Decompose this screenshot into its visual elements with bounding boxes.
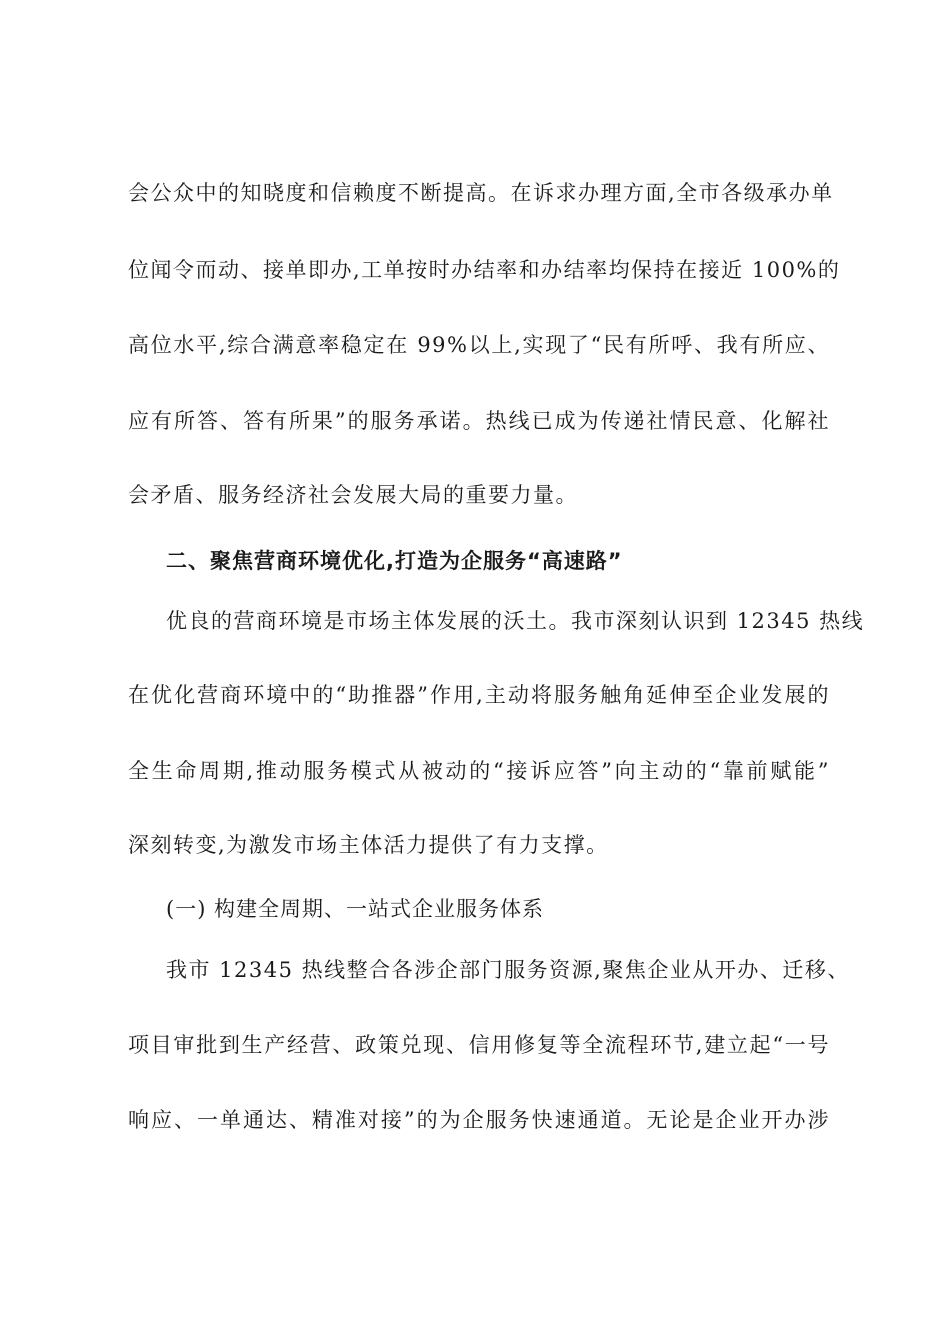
section-heading-2: 二、聚焦营商环境优化,打造为企服务“高速路” [166,549,623,573]
paragraph-3-line-3: 响应、一单通达、精准对接”的为企服务快速通道。无论是企业开办涉 [128,1108,830,1132]
paragraph-2-line-3: 全生命周期,推动服务模式从被动的“接诉应答”向主动的“靠前赋能” [128,759,830,783]
paragraph-1-line-5: 会矛盾、服务经济社会发展大局的重要力量。 [128,483,578,507]
paragraph-3-line-2: 项目审批到生产经营、政策兑现、信用修复等全流程环节,建立起“一号 [128,1033,830,1057]
paragraph-1-line-2: 位闻令而动、接单即办,工单按时办结率和办结率均保持在接近 100%的 [128,258,841,282]
subsection-heading-1: (一) 构建全周期、一站式企业服务体系 [166,897,545,921]
paragraph-1-line-1: 会公众中的知晓度和信赖度不断提高。在诉求办理方面,全市各级承办单 [128,181,834,205]
paragraph-2-line-1: 优良的营商环境是市场主体发展的沃土。我市深刻认识到 12345 热线 [166,609,865,633]
paragraph-1-line-3: 高位水平,综合满意率稳定在 99%以上,实现了“民有所呼、我有所应、 [128,333,830,357]
paragraph-2-line-2: 在优化营商环境中的“助推器”作用,主动将服务触角延伸至企业发展的 [128,683,830,707]
paragraph-1-line-4: 应有所答、答有所果”的服务承诺。热线已成为传递社情民意、化解社 [128,409,830,433]
paragraph-2-line-4: 深刻转变,为激发市场主体活力提供了有力支撑。 [128,833,609,857]
paragraph-3-line-1: 我市 12345 热线整合各涉企部门服务资源,聚焦企业从开办、迁移、 [166,958,850,982]
